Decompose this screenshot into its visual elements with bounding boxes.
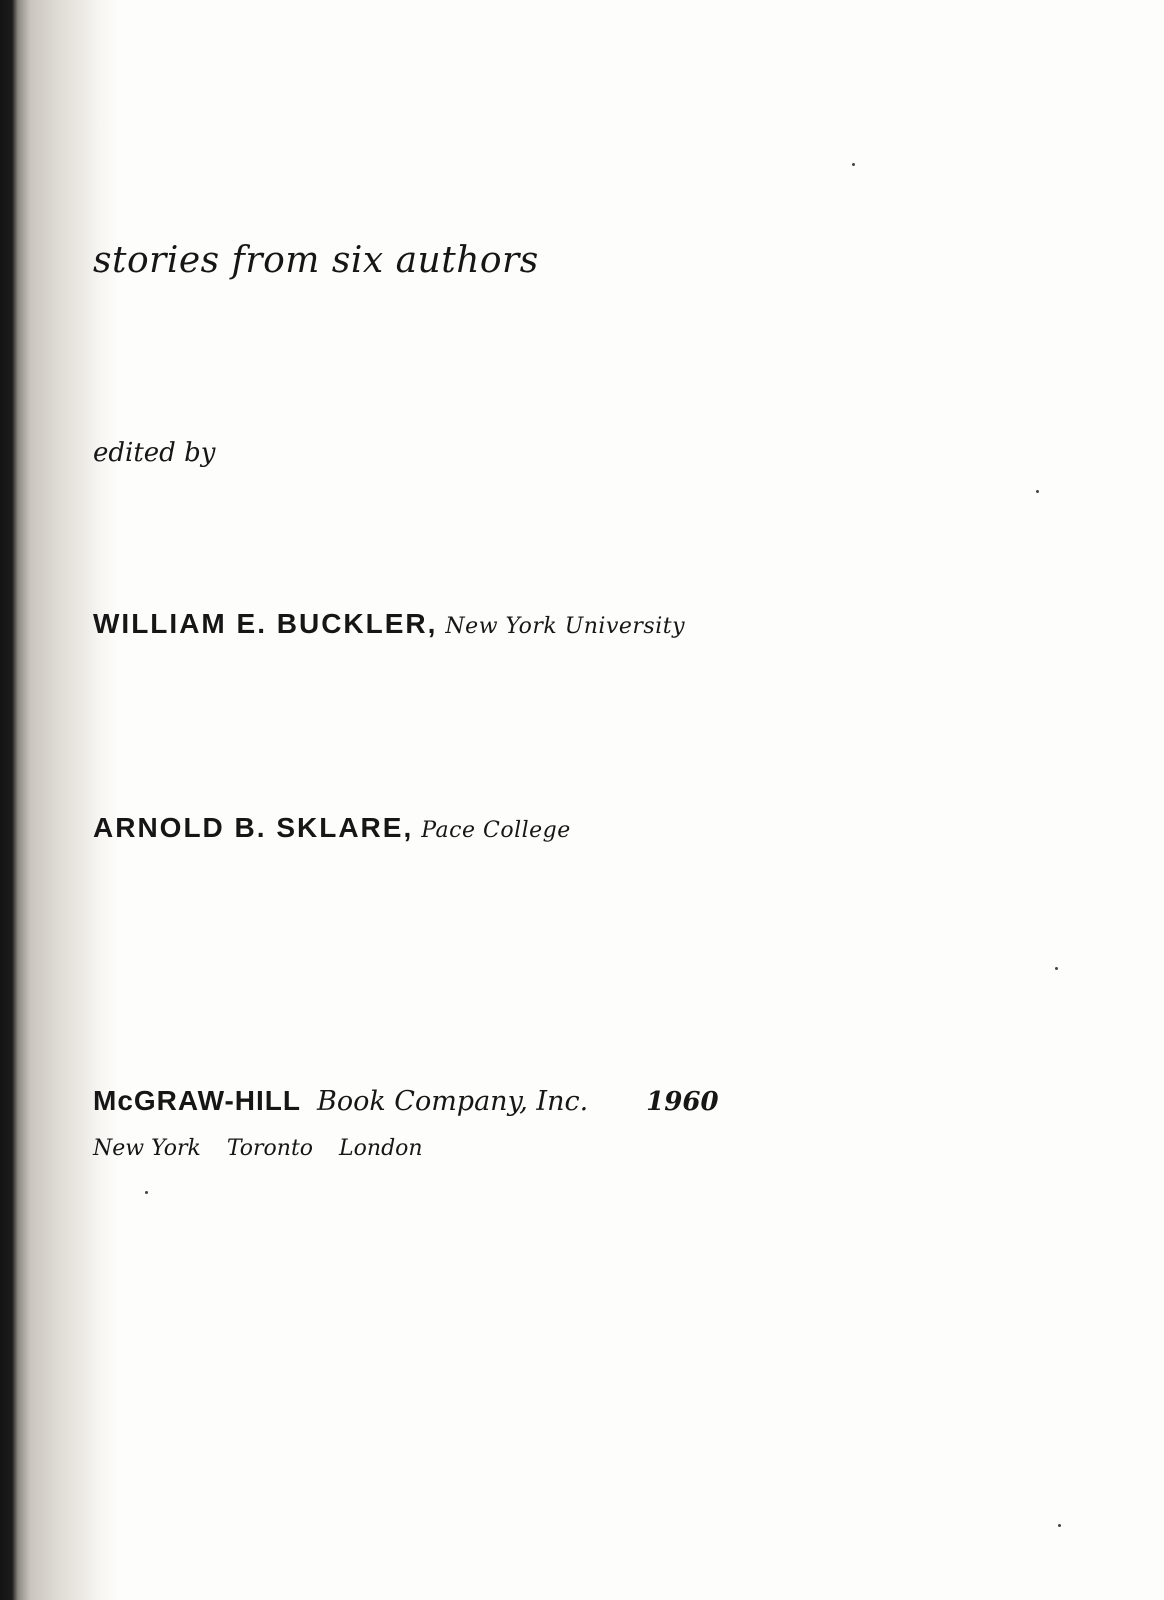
scan-speck — [1058, 1524, 1061, 1527]
city: New York — [93, 1136, 201, 1161]
editor-affiliation: New York University — [445, 614, 686, 639]
editor-line — [93, 812, 571, 844]
edited-by-label: edited by — [93, 438, 216, 468]
editor-affiliation: Pace College — [421, 818, 571, 843]
editor-name: ARNOLD B. SKLARE, — [93, 812, 414, 843]
publisher-cities — [93, 1136, 449, 1161]
scan-speck — [145, 1191, 148, 1194]
book-title: stories from six authors — [93, 240, 539, 281]
editor-line — [93, 608, 685, 640]
scan-speck — [852, 163, 855, 166]
publication-year: 1960 — [646, 1087, 719, 1117]
editor-name: WILLIAM E. BUCKLER, — [93, 608, 438, 639]
city: London — [339, 1136, 423, 1161]
publisher-line — [93, 1085, 719, 1118]
publisher-name: McGRAW-HILL — [93, 1085, 301, 1116]
city: Toronto — [226, 1136, 314, 1161]
publisher-company: Book Company, Inc. — [316, 1086, 589, 1117]
scan-speck — [1036, 490, 1039, 493]
scan-speck — [1055, 967, 1058, 970]
